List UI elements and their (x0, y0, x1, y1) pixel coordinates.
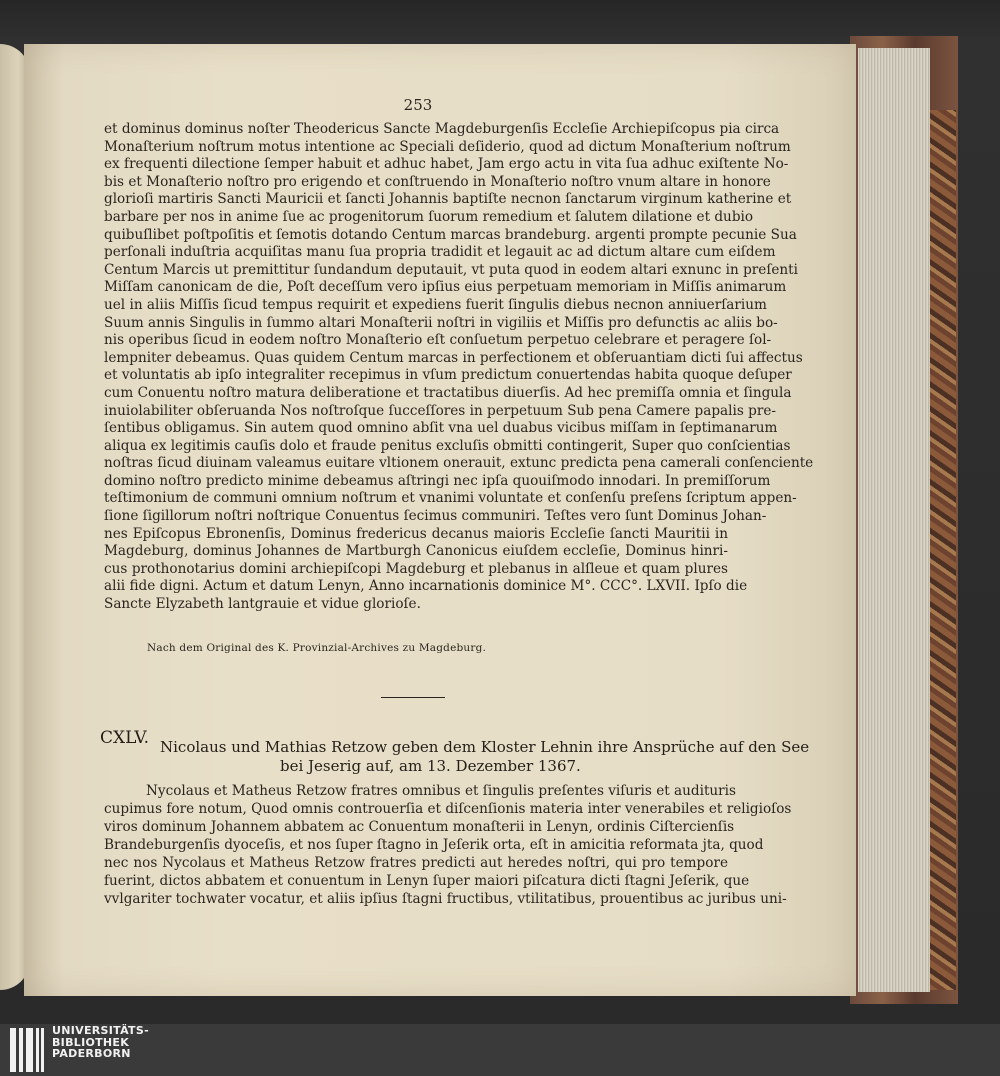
body-text (104, 121, 814, 614)
text-line: et voluntatis ab ipſo integraliter recepimus in vſum predictum conuertendas habita quoque deſuper (104, 367, 792, 384)
text-line: barbare per nos in anime ſue ac progenitorum ſuorum remedium et ſalutem dilatione et dubio (104, 208, 754, 225)
text-line: nis operibus ſicud in eodem noſtro Monaſterio eſt conſuetum perpetuo celebrare et peragere ſol- (104, 332, 772, 349)
document-heading-date: bei Jeserig auf, am 13. Dezember 1367. (280, 757, 581, 775)
text-line: teſtimonium de communi omnium noſtrum et vnanimi voluntate et conſenſu preſens ſcriptum appen- (104, 490, 797, 507)
document-text (104, 782, 792, 908)
text-line: alii fide digni. Actum et datum Lenyn, Anno incarnationis dominice M°. CCC°. LXVII. Ipſo die (104, 578, 748, 595)
footer-bar (0, 1024, 1000, 1076)
text-line: noſtras ſicud diuinam valeamus euitare vltionem onerauit, extunc predicta pena camerali conſenciente (104, 455, 814, 472)
text-line: vvlgariter tochwater vocatur, et aliis ipſius ſtagni fructibus, vtilitatibus, prouentibus ac juribus uni- (104, 891, 787, 907)
library-name-line: PADERBORN (52, 1047, 131, 1061)
text-line: quibuſlibet poſtpoſitis et ſemotis dotando Centum marcas brandeburg. argenti prompte pecunie Sua (104, 226, 797, 243)
text-line: Nycolaus et Matheus Retzow fratres omnibus et ſingulis preſentes viſuris et audituris (146, 783, 736, 799)
section-divider (381, 697, 445, 698)
text-line: cum Conuentu noſtro matura deliberatione et tractatibus diuerſis. Ad hec premiſſa omnia et ſingula (104, 384, 792, 401)
text-line: uel in aliis Miſſis ſicud tempus requirit et expediens fuerit ſingulis diebus necnon anniuerſarium (104, 296, 767, 313)
library-name-line: BIBLIOTHEK (52, 1035, 130, 1049)
library-logo-icon (10, 1028, 44, 1072)
text-line: glorioſi martiris Sancti Mauricii et ſancti Johannis baptiſte necnon ſanctarum virginum katherine et (104, 191, 792, 208)
text-line: ex frequenti dilectione ſemper habuit et adhuc habet, Jam ergo actu in vita ſua adhuc exiſtente No- (104, 156, 789, 173)
text-line: perſonali induſtria acquiſitas manu ſua propria tradidit et legauit ac ad dictum altare cum eiſdem (104, 244, 776, 261)
text-line: bis et Monaſterio noſtro pro erigendo et conſtruendo in Monaſterio noſtro vnum altare in honore (104, 173, 771, 190)
text-line: Miſſam canonicam de die, Poſt deceſſum vero ipſius eius perpetuam memoriam in Miſſis animarum (104, 279, 787, 296)
text-line: cus prothonotarius domini archiepiſcopi Magdeburg et plebanus in alſleue et quam plures (104, 560, 728, 577)
text-line: Centum Marcis ut premittitur ſundandum deputauit, vt puta quod in eodem altari exnunc in preſenti (104, 261, 798, 278)
text-line: lempniter debeamus. Quas quidem Centum marcas in perfectionem et obſeruantiam dicti ſui affectus (104, 349, 803, 366)
text-line: inuiolabiliter obſeruanda Nos noſtroſque ſucceſſores in perpetuum Sub pena Camere papalis pre- (104, 402, 776, 419)
library-name (52, 1025, 149, 1060)
document-number: CXLV. (100, 728, 150, 748)
text-line: fuerint, dictos abbatem et conuentum in Lenyn ſuper maiori piſcatura dicti ſtagni Jeſerik, que (104, 873, 750, 889)
text-line: viros dominum Johannem abbatem ac Conuentum monaſterii in Lenyn, ordinis Ciſtercienſis (104, 819, 735, 835)
text-line: Suum annis Singulis in ſummo altari Monaſterii noſtri in vigiliis et Miſſis pro defunctis ac aliis bo- (104, 314, 778, 331)
page-number: 253 (403, 96, 433, 114)
text-line: Monaſterium noſtrum motus intentione ac Speciali deſiderio, quod ad dictum Monaſterium noſtrum (104, 138, 791, 155)
page-edges (858, 48, 930, 992)
text-line: Sancte Elyzabeth lantgrauie et vidue glorioſe. (104, 596, 421, 613)
text-line: domino noſtro predicto minime debeamus aſtringi nec ipſa quouiſmodo innodari. In premiſſorum (104, 472, 771, 489)
text-line: Magdeburg, dominus Johannes de Martburgh Canonicus eiuſdem eccleſie, Dominus hinri- (104, 543, 728, 560)
text-line: cupimus fore notum, Quod omnis controuerſia et diſcenſionis materia inter venerabiles et religioſos (104, 801, 792, 817)
text-line: aliqua ex legitimis cauſis dolo et fraude penitus excluſis obmitti contingerit, Super quo conſcientias (104, 437, 791, 454)
text-line: ſione ſigillorum noſtri noſtrique Conuentus ſecimus communiri. Teſtes vero ſunt Dominus Johan- (104, 508, 767, 525)
source-note: Nach dem Original des K. Provinzial-Archives zu Magdeburg. (147, 642, 487, 654)
library-name-line: UNIVERSITÄTS- (52, 1024, 149, 1037)
marbled-edge (928, 110, 956, 990)
text-line: ſentibus obligamus. Sin autem quod omnino abſit vna uel duabus vicibus miſſam in ſeptimanarum (104, 420, 778, 437)
text-line: nes Epiſcopus Ebronenſis, Dominus fredericus decanus maioris Eccleſie ſancti Mauritii in (104, 525, 728, 542)
text-line: et dominus dominus noſter Theodericus Sancte Magdeburgenſis Eccleſie Archiepiſcopus pia circa (104, 121, 780, 137)
text-line: Brandeburgenſis dyoceſis, et nos ſuper ſtagno in Jeſerik orta, eſt in amicitia reformata jta, quod (104, 837, 764, 853)
text-line: nec nos Nycolaus et Matheus Retzow fratres predicti aut heredes noſtri, qui pro tempore (104, 855, 728, 871)
document-heading: Nicolaus und Mathias Retzow geben dem Kloster Lehnin ihre Ansprüche auf den See (160, 738, 810, 756)
